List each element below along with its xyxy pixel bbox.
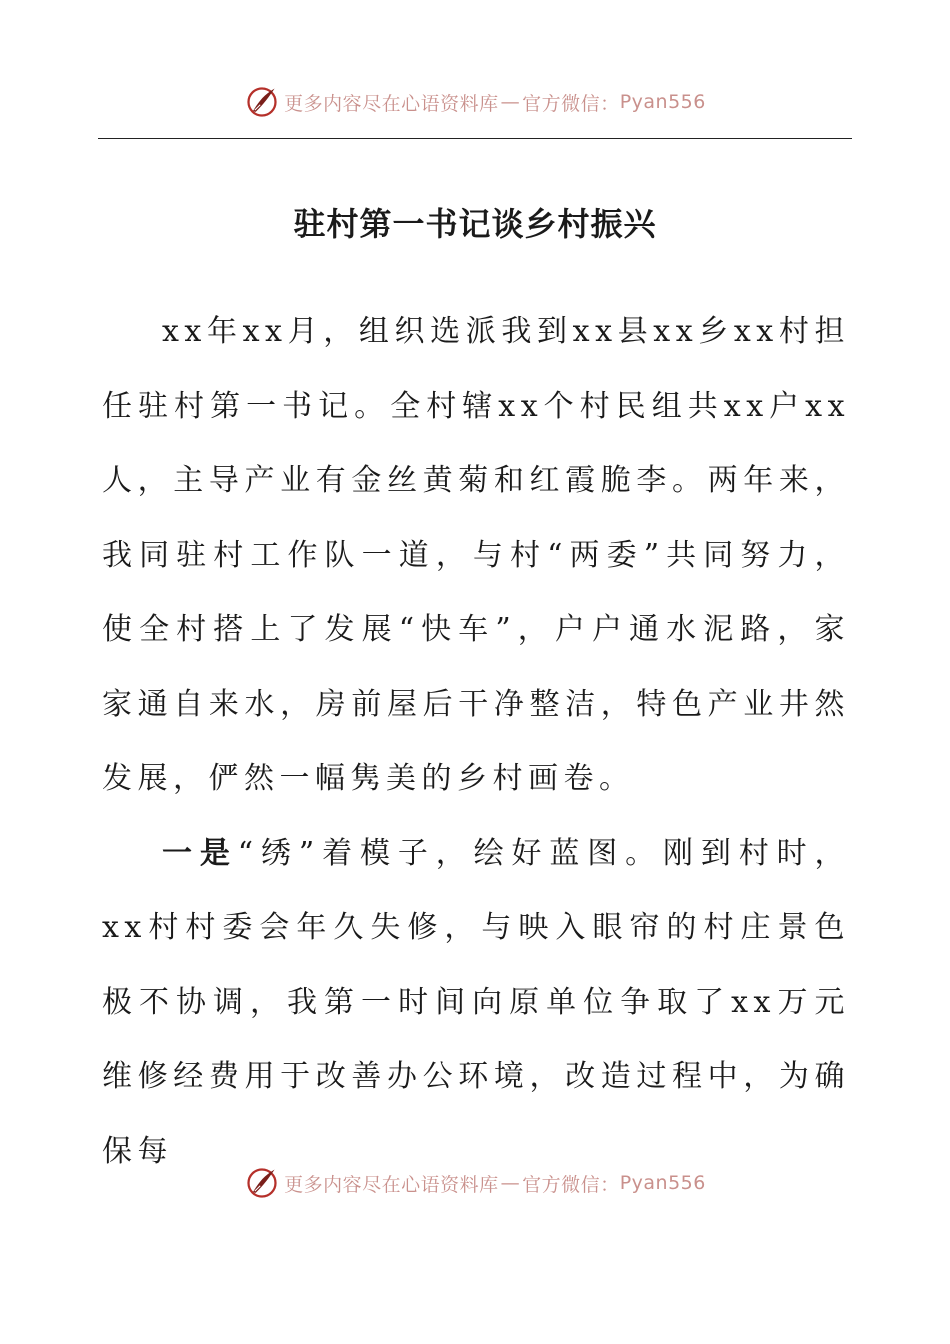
watermark-wechat-label: 官方微信： — [522, 1173, 620, 1196]
watermark-text: 更多内容尽在心语资料库 — [284, 1173, 499, 1196]
watermark-wechat-id: Pyan556 — [619, 91, 706, 113]
watermark-separator: — — [500, 1172, 521, 1194]
footer-watermark — [0, 1163, 950, 1203]
watermark-text: 更多内容尽在心语资料库 — [284, 92, 499, 115]
watermark-wechat-id: Pyan556 — [619, 1172, 706, 1194]
paragraph-point-one — [102, 817, 850, 1190]
quill-pen-logo-icon — [244, 1165, 280, 1201]
header-watermark — [0, 82, 950, 122]
header-divider — [98, 138, 852, 139]
paragraph-lead: 一是 — [162, 835, 238, 871]
watermark-wechat-label: 官方微信： — [522, 92, 620, 115]
paragraph-intro — [102, 295, 850, 817]
paragraph-text: xx年xx月，组织选派我到xx县xx乡xx村担任驻村第一书记。全村辖xx个村民组共xx户xx人，主导产业有金丝黄菊和红霞脆李。两年来，我同驻村工作队一道，与村“两委”共同努力，使全村搭上了发展“快车”，户户通水泥路，家家通自来水，房前屋后干净整洁，特色产业井然发展，俨然一幅隽美的乡村画卷。 — [102, 314, 850, 796]
quill-pen-logo-icon — [244, 84, 280, 120]
watermark-separator: — — [500, 91, 521, 113]
document-body — [102, 295, 850, 1189]
paragraph-text: “绣”着模子，绘好蓝图。刚到村时，xx村村委会年久失修，与映入眼帘的村庄景色极不协调，我第一时间向原单位争取了xx万元维修经费用于改善办公环境，改造过程中，为确保每 — [102, 835, 850, 1169]
document-title: 驻村第一书记谈乡村振兴 — [293, 205, 657, 243]
